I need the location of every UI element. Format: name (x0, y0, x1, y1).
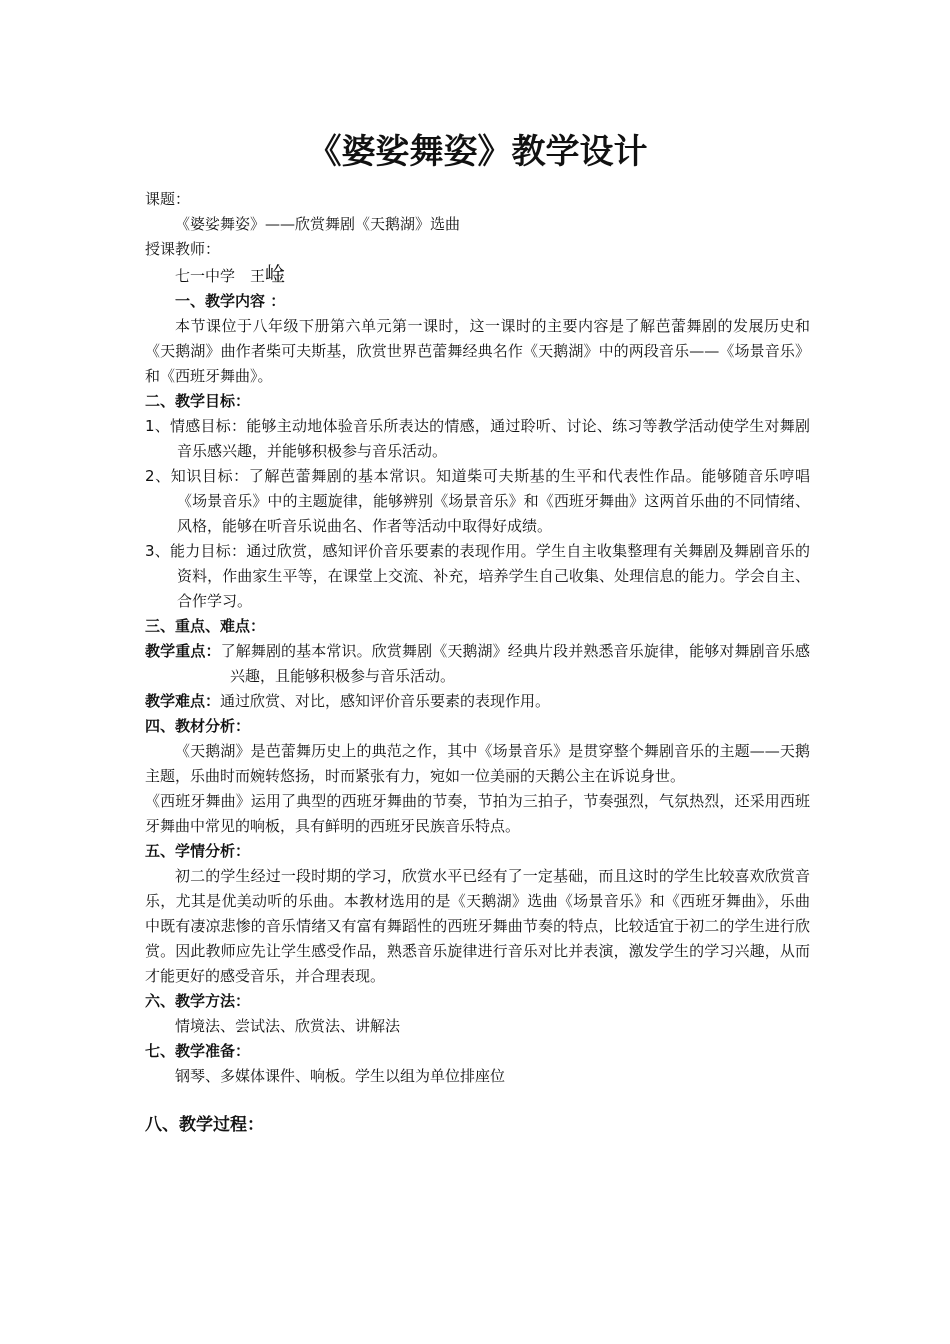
teacher-name-char: 崯 (265, 262, 286, 286)
key-point-text: 了解舞剧的基本常识。欣赏舞剧《天鹅湖》经典片段并熟悉音乐旋律，能够对舞剧音乐感兴趣，且能够积极参与音乐活动。 (220, 642, 810, 685)
teacher-value (145, 262, 810, 289)
section-1-text: 本节课位于八年级下册第六单元第一课时，这一课时的主要内容是了解芭蕾舞剧的发展历史和《天鹅湖》曲作者柴可夫斯基，欣赏世界芭蕾舞经典名作《天鹅湖》中的两段音乐——《场景音乐》和《西班牙舞曲》。 (145, 317, 810, 385)
section-5-heading: 五、学情分析： (145, 842, 251, 860)
section-3-heading: 三、重点、难点： (145, 617, 266, 635)
section-7-text: 钢琴、多媒体课件、响板。学生以组为单位排座位 (175, 1067, 506, 1085)
course-label: 课题： (145, 190, 191, 208)
difficult-point-label: 教学难点： (145, 692, 221, 710)
teacher-label: 授课教师： (145, 240, 221, 258)
section-8-heading: 八、教学过程： (145, 1115, 264, 1135)
teacher-school: 七一中学 王 (175, 267, 266, 285)
course-value: 《婆娑舞姿》——欣赏舞剧《天鹅湖》选曲 (175, 215, 461, 233)
section-7-heading: 七、教学准备： (145, 1042, 251, 1060)
section-5-text: 初二的学生经过一段时期的学习，欣赏水平已经有了一定基础，而且这时的学生比较喜欢欣赏音乐，尤其是优美动听的乐曲。本教材选用的是《天鹅湖》选曲《场景音乐》和《西班牙舞曲》，乐曲中既有凄凉悲惨的音乐情绪又有富有舞蹈性的西班牙舞曲节奏的特点，比较适宜于初二的学生进行欣赏。因此教师应先让学生感受作品，熟悉音乐旋律进行音乐对比并表演，激发学生的学习兴趣，从而才能更好的感受音乐，并合理表现。 (145, 867, 810, 985)
document-title: 《婆娑舞姿》教学设计 (307, 132, 648, 172)
section-6-text: 情境法、尝试法、欣赏法、讲解法 (175, 1017, 401, 1035)
difficult-point (145, 689, 810, 714)
goal-item: 1、情感目标：能够主动地体验音乐所表达的情感，通过聆听、讨论、练习等教学活动使学生对舞剧音乐感兴趣，并能够积极参与音乐活动。 (145, 417, 810, 460)
key-point (145, 639, 810, 689)
section-2-heading: 二、教学目标： (145, 392, 251, 410)
section-6-heading: 六、教学方法： (145, 992, 251, 1010)
key-point-label: 教学重点： (145, 642, 221, 660)
difficult-point-text: 通过欣赏、对比，感知评价音乐要素的表现作用。 (220, 692, 551, 710)
goal-item: 3、能力目标：通过欣赏，感知评价音乐要素的表现作用。学生自主收集整理有关舞剧及舞剧音乐的资料，作曲家生平等，在课堂上交流、补充，培养学生自己收集、处理信息的能力。学会自主、合作学习。 (145, 542, 810, 610)
section-4-heading: 四、教材分析： (145, 717, 251, 735)
goal-item: 2、知识目标：了解芭蕾舞剧的基本常识。知道柴可夫斯基的生平和代表性作品。能够随音乐哼唱《场景音乐》中的主题旋律，能够辨别《场景音乐》和《西班牙舞曲》这两首乐曲的不同情绪、风格，能够在听音乐说曲名、作者等活动中取得好成绩。 (145, 467, 810, 535)
section-1-heading: 一、教学内容 ： (175, 292, 286, 310)
section-4-text-2: 《西班牙舞曲》运用了典型的西班牙舞曲的节奏，节拍为三拍子，节奏强烈，气氛热烈，还采用西班牙舞曲中常见的响板，具有鲜明的西班牙民族音乐特点。 (145, 792, 810, 835)
section-4-text-1: 《天鹅湖》是芭蕾舞历史上的典范之作，其中《场景音乐》是贯穿整个舞剧音乐的主题——天鹅主题，乐曲时而婉转悠扬，时而紧张有力，宛如一位美丽的天鹅公主在诉说身世。 (145, 742, 810, 785)
document-page (145, 125, 810, 1156)
